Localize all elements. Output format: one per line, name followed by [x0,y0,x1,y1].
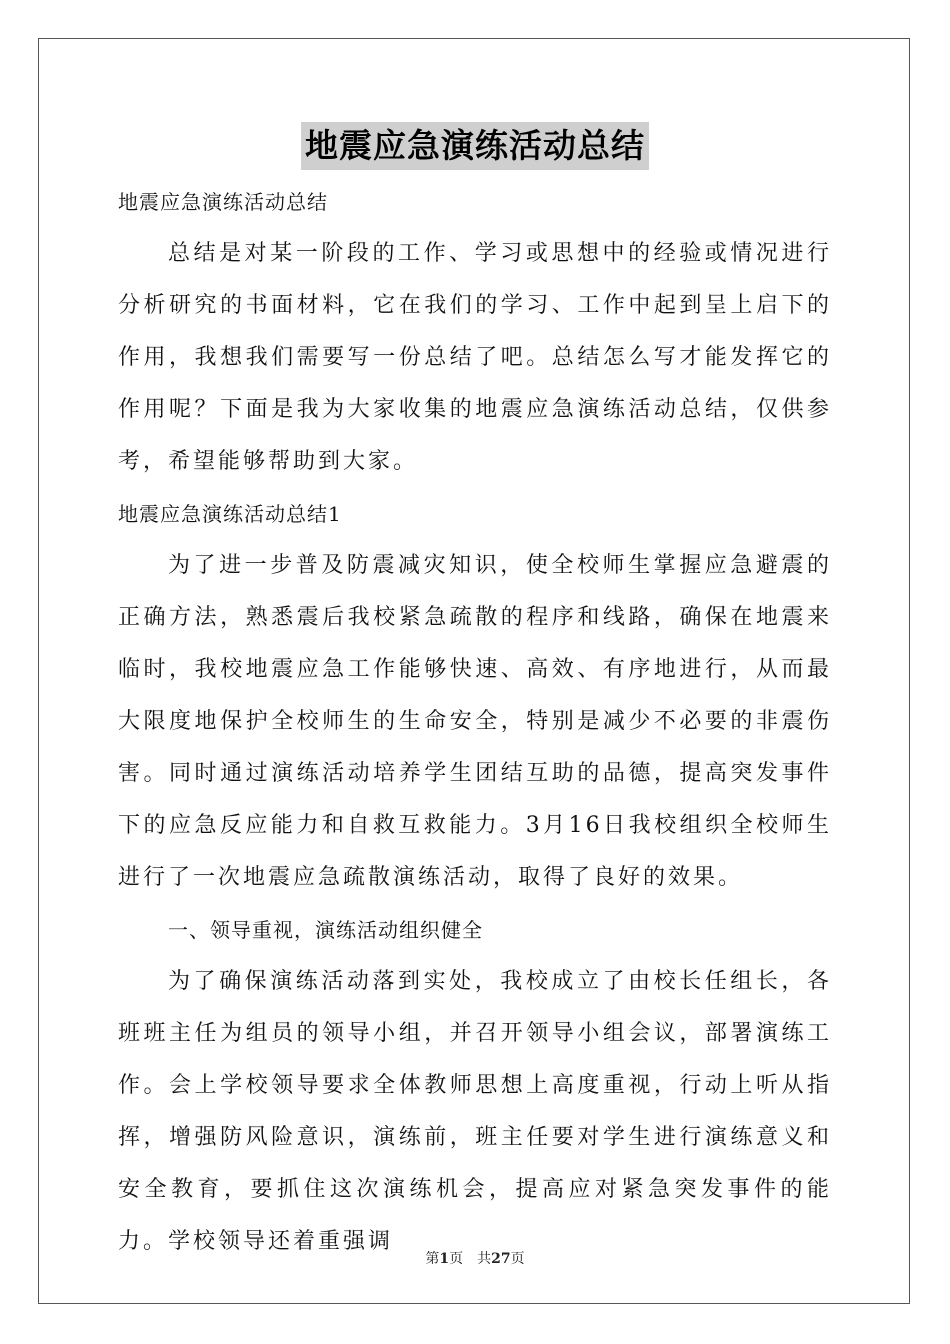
subsection-heading: 一、领导重视，演练活动组织健全 [168,918,483,942]
current-page-number: 1 [439,1251,450,1267]
section-heading: 地震应急演练活动总结1 [118,502,342,526]
title-container [0,122,950,170]
page-suffix: 页 [510,1251,525,1267]
page-footer [0,1248,950,1268]
page-mid: 页 共 [449,1251,492,1267]
page-prefix: 第 [425,1251,440,1267]
section-paragraph: 为了进一步普及防震减灾知识，使全校师生掌握应急避震的正确方法，熟悉震后我校紧急疏散的程序和线路，确保在地震来临时，我校地震应急工作能够快速、高效、有序地进行，从而最大限度地保护全校师生的生命安全，特别是减少不必要的非震伤害。同时通过演练活动培养学生团结互助的品德，提高突发事件下的应急反应能力和自救互救能力。3月16日我校组织全校师生进行了一次地震应急疏散演练活动，取得了良好的效果。 [118,553,832,890]
document-subtitle: 地震应急演练活动总结 [118,190,328,214]
intro-paragraph: 总结是对某一阶段的工作、学习或思想中的经验或情况进行分析研究的书面材料，它在我们的学习、工作中起到呈上启下的作用，我想我们需要写一份总结了吧。总结怎么写才能发挥它的作用呢？下面是我为大家收集的地震应急演练活动总结，仅供参考，希望能够帮助到大家。 [118,241,832,474]
section-paragraph: 为了确保演练活动落到实处，我校成立了由校长任组长，各班班主任为组员的领导小组，并召开领导小组会议，部署演练工作。会上学校领导要求全体教师思想上高度重视，行动上听从指挥，增强防风险意识，演练前，班主任要对学生进行演练意义和安全教育，要抓住这次演练机会，提高应对紧急突发事件的能力。学校领导还着重强调 [118,969,832,1254]
total-page-number: 27 [491,1251,511,1267]
document-body [118,176,832,1268]
document-title: 地震应急演练活动总结 [301,122,649,170]
